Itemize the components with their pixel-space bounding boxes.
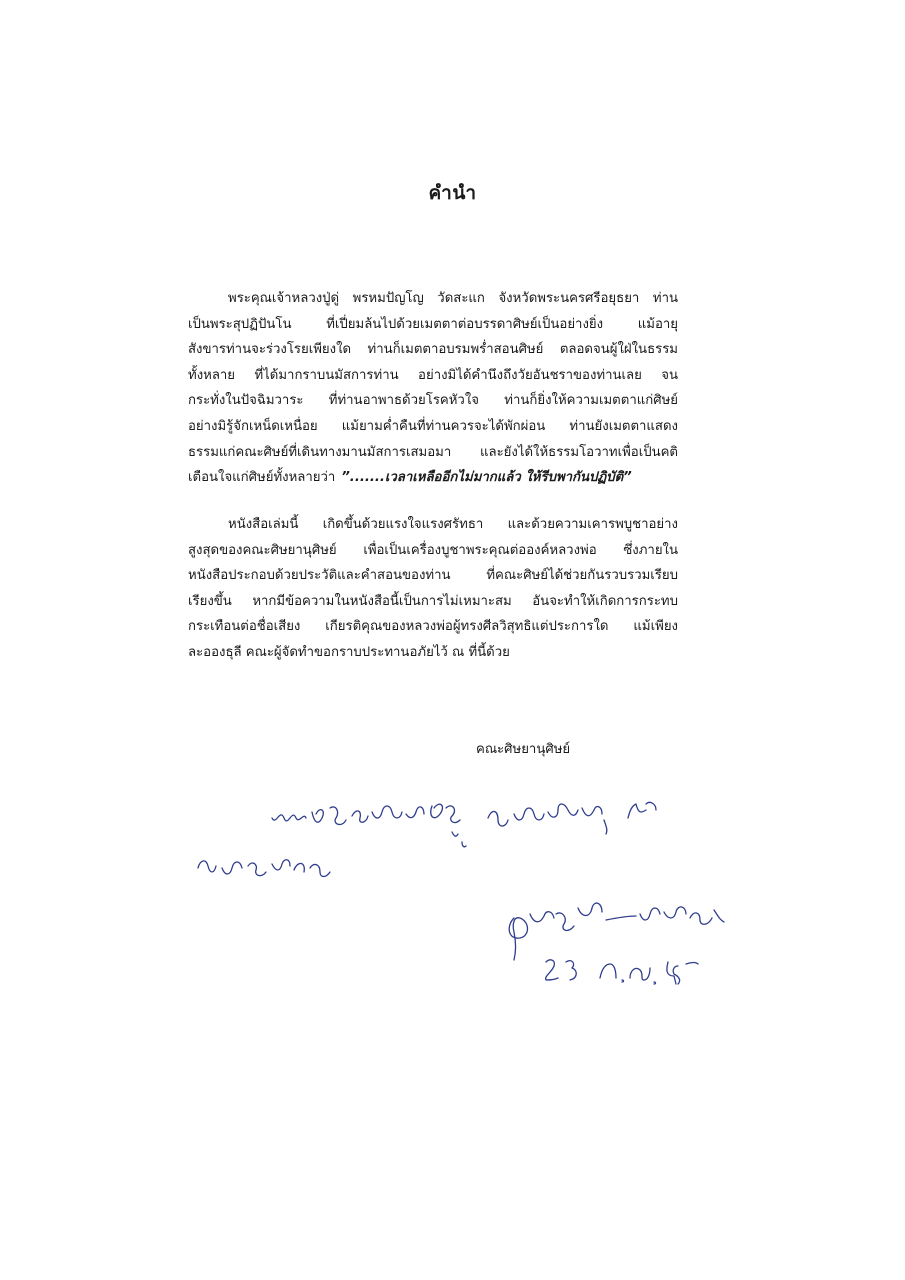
text-run: พระคุณเจ้าหลวงปู่ดู่ [228, 291, 340, 306]
teaching-quote: ”.......เวลาเหลืออีกไม่มากแล้ว ให้รีบพากันปฏิบัติ” [341, 470, 632, 486]
text-run: แม้อายุ [637, 316, 678, 332]
preface-paragraph-1 [188, 286, 678, 491]
paragraph-line [188, 512, 678, 538]
paragraph-line [188, 312, 678, 338]
paragraph-line [188, 465, 678, 491]
text-run: หนังสือประกอบด้วยประวัติและคำสอนของท่าน [188, 568, 451, 584]
paragraph-line [188, 363, 678, 389]
text-run: และยังได้ให้ธรรมโอวาทเพื่อเป็นคติ [480, 444, 678, 460]
text-run: ท่านยังเมตตาแสดง [569, 418, 678, 434]
text-run: เป็นพระสุปฏิปันโน [188, 316, 292, 332]
paragraph-line [188, 337, 678, 363]
signature-group-name: คณะศิษยานุศิษย์ [476, 742, 571, 757]
paragraph-line [188, 563, 678, 589]
preface-paragraph-2 [188, 512, 678, 666]
text-run: ที่เปี่ยมล้นไปด้วยเมตตาต่อบรรดาศิษย์เป็นอย่างยิ่ง [326, 316, 604, 332]
text-run: ท่าน [652, 291, 678, 306]
text-run: ธรรมแก่คณะศิษย์ที่เดินทางมานมัสการเสมอมา [188, 444, 452, 460]
text-run: ซึ่งภายใน [623, 542, 678, 558]
text-run: ตลอดจนผู้ใฝ่ในธรรม [559, 342, 678, 358]
text-run: เตือนใจแก่ศิษย์ทั้งหลายว่า [188, 470, 336, 486]
text-run: สังขารท่านจะร่วงโรยเพียงใด [188, 342, 352, 358]
text-run: วัดสะแก [437, 291, 485, 306]
text-run: ละอองธุลี คณะผู้จัดทำขอกราบประทานอภัยไว้ ณ ที่นี้ด้วย [188, 644, 510, 660]
text-run: อย่างมิรู้จักเหน็ดเหนื่อย [188, 418, 318, 434]
text-run: กระทั่งในปัจฉิมวาระ [188, 393, 304, 409]
text-run: แม้เพียง [633, 619, 678, 635]
text-run: จังหวัดพระนครศรีอยุธยา [498, 291, 640, 306]
text-run: จน [661, 367, 678, 383]
text-run: อย่างมิได้คำนึงถึงวัยอันชราของท่านเลย [418, 367, 642, 383]
page-title: คำนำ [428, 182, 477, 204]
paragraph-line [188, 440, 678, 466]
text-run: ที่ท่านอาพาธด้วยโรคหัวใจ [328, 393, 479, 409]
text-run: เกียรติคุณของหลวงพ่อผู้ทรงศีลวิสุทธิแต่ประการใด [325, 619, 609, 635]
text-run: แม้ยามค่ำคืนที่ท่านควรจะได้พักผ่อน [341, 418, 546, 434]
text-run: พรหมปัญโญ [352, 291, 424, 306]
paragraph-line [188, 414, 678, 440]
text-run: ที่ได้มากราบนมัสการท่าน [254, 367, 399, 383]
paragraph-line [188, 538, 678, 564]
text-run: อันจะทำให้เกิดการกระทบ [532, 593, 678, 609]
text-run: กระเทือนต่อชื่อเสียง [188, 619, 301, 635]
text-run: เรียงขึ้น [188, 593, 232, 609]
paragraph-line [188, 286, 678, 312]
text-run: ท่านก็ยิ่งให้ความเมตตาแก่ศิษย์ [504, 393, 678, 409]
text-run: ที่คณะศิษย์ได้ช่วยกันรวบรวมเรียบ [486, 568, 678, 584]
paragraph-line [188, 589, 678, 615]
text-run: เกิดขึ้นด้วยแรงใจแรงศรัทธา [322, 517, 484, 532]
paragraph-line [188, 614, 678, 640]
text-run: หนังสือเล่มนี้ [228, 517, 299, 532]
text-run: สูงสุดของคณะศิษยานุศิษย์ [188, 542, 337, 558]
text-run: และด้วยความเคารพบูชาอย่าง [507, 517, 678, 532]
text-run: ทั้งหลาย [188, 367, 236, 383]
text-run: หากมีข้อความในหนังสือนี้เป็นการไม่เหมาะสม [252, 593, 512, 609]
text-run: ท่านก็เมตตาอบรมพร่ำสอนศิษย์ [367, 342, 544, 358]
text-run: เพื่อเป็นเครื่องบูชาพระคุณต่อองค์หลวงพ่อ [363, 542, 597, 558]
paragraph-line [188, 640, 678, 666]
paragraph-line [188, 388, 678, 414]
